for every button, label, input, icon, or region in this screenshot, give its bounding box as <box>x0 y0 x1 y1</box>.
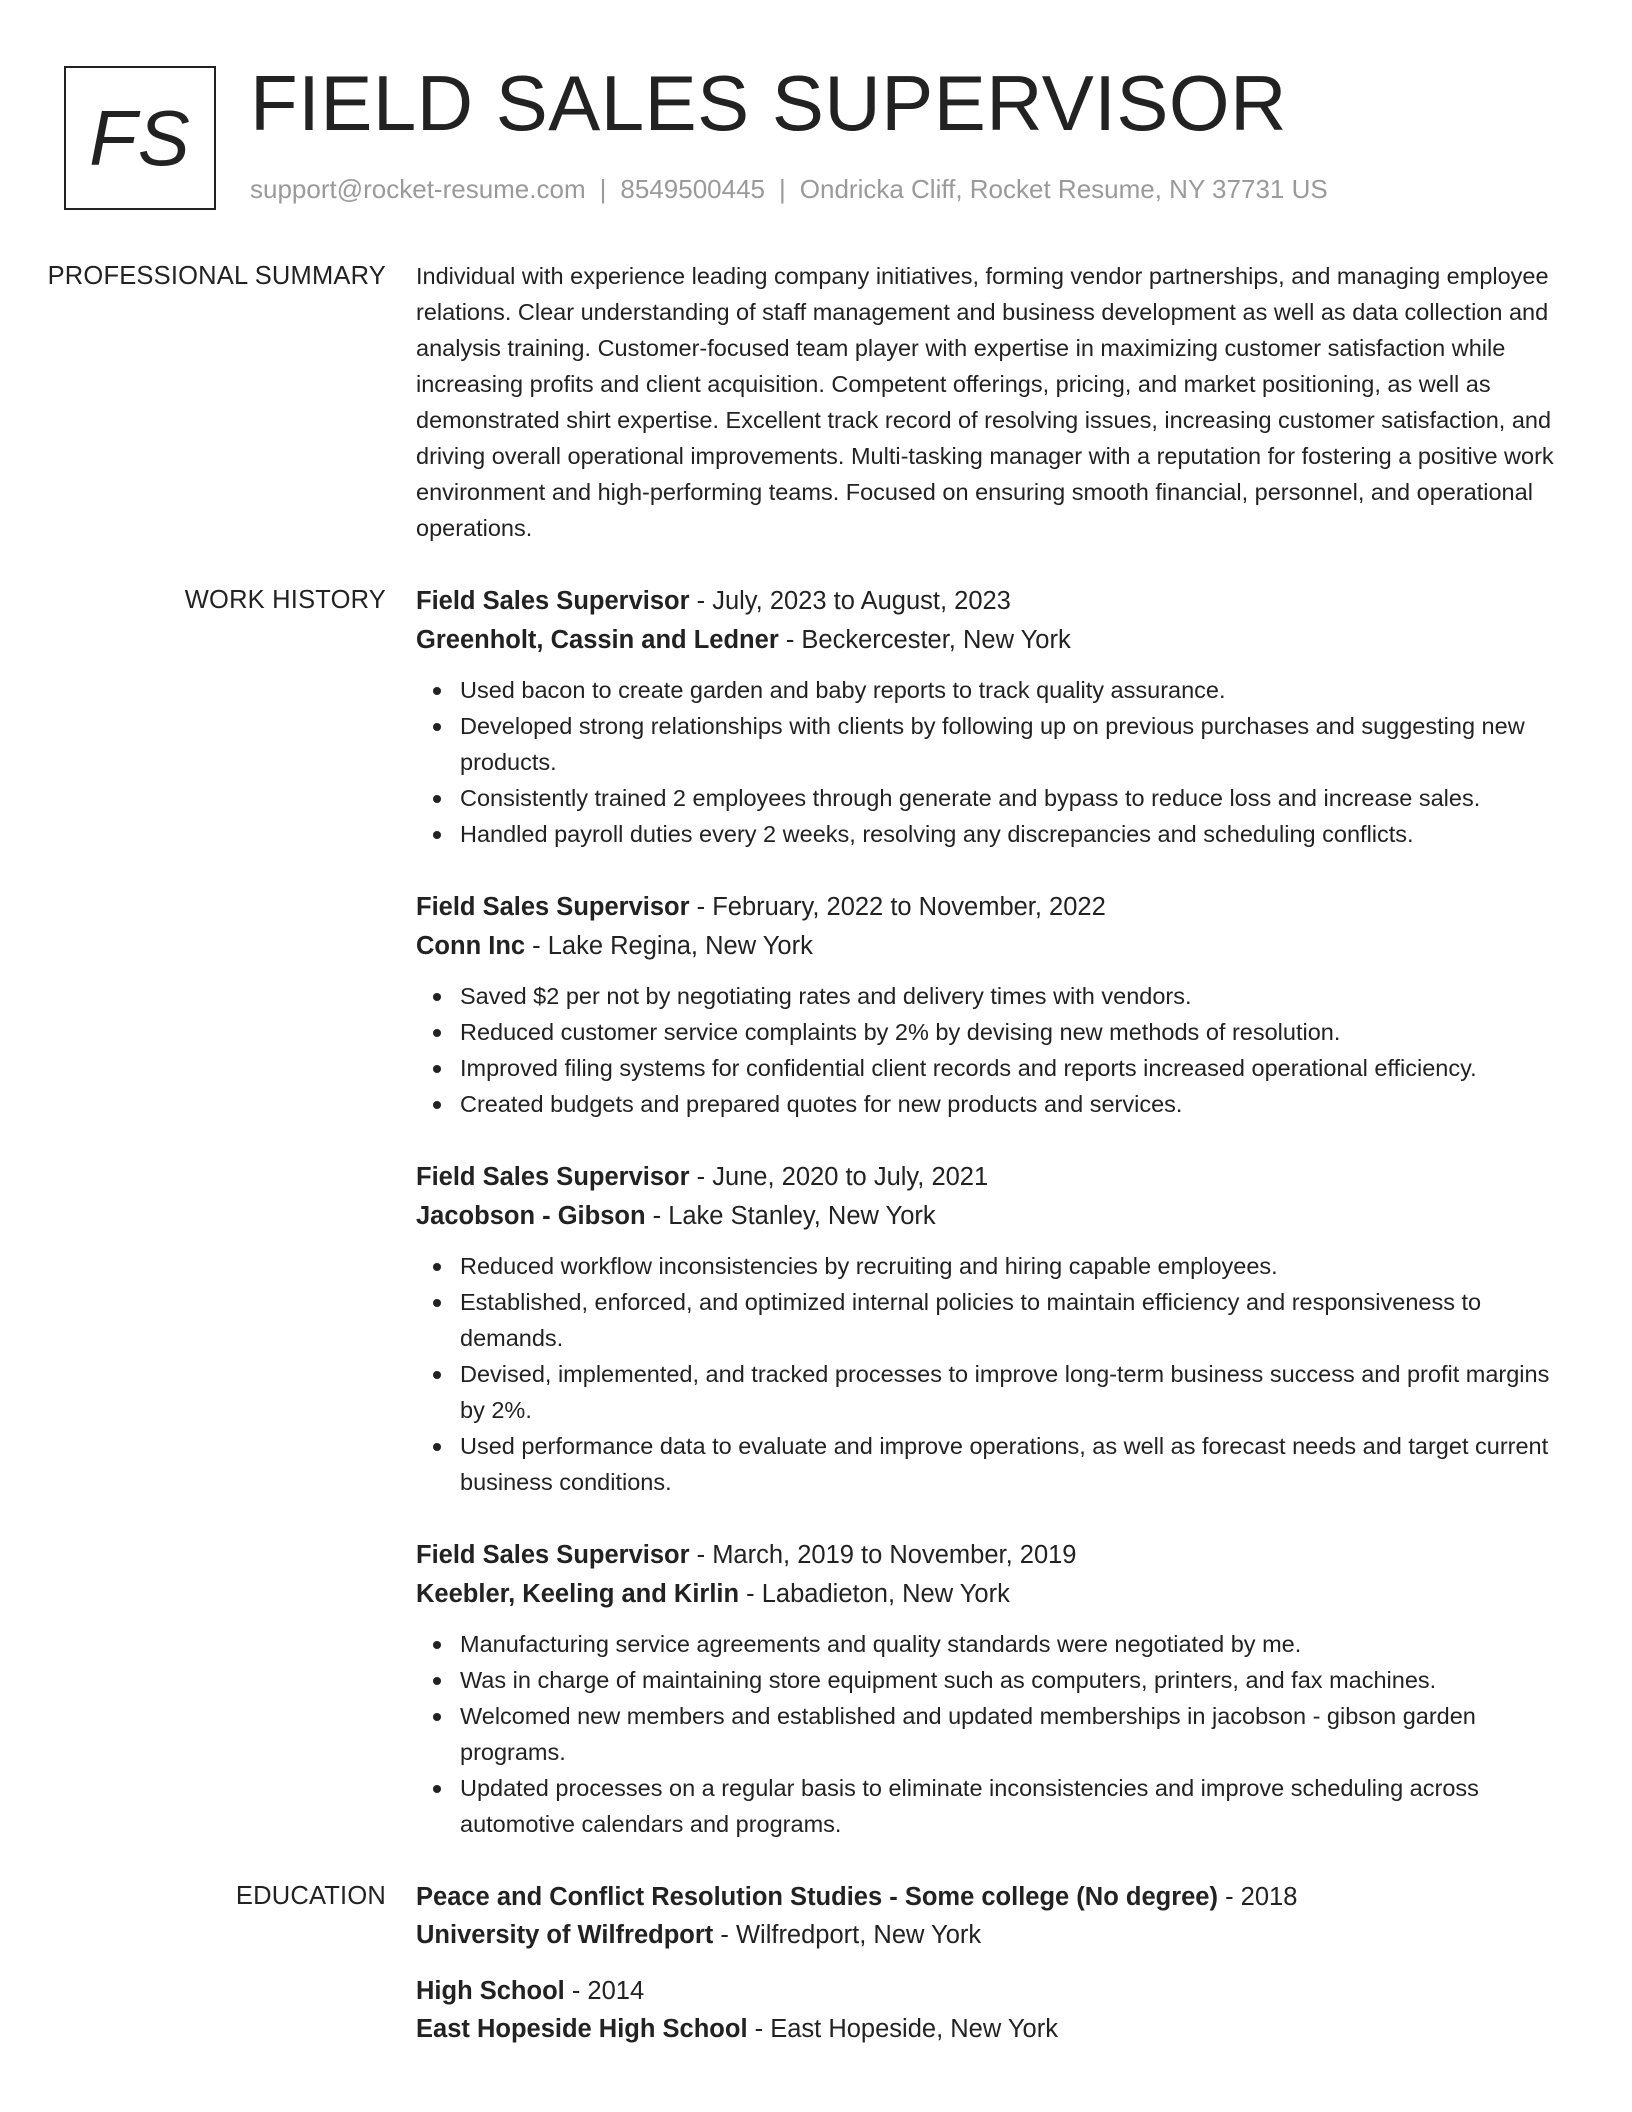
summary-text: Individual with experience leading company initiatives, forming vendor partnerships, and managing employee relations. Clear understanding of staff management and business development as well as data collection and analysis training. Customer-focused team player with expertise in maximizing customer satisfaction while increasing profits and client acquisition. Competent offerings, pricing, and market positioning, as well as demonstrated shirt expertise. Excellent track record of resolving issues, increasing customer satisfaction, and driving overall operational improvements. Multi-tasking manager with a reputation for fostering a positive work environment and high-performing teams. Focused on ensuring smooth financial, personnel, and operational operations. <box>416 263 1554 541</box>
education-degree: High School <box>416 1977 565 2005</box>
job-location: - Labadieton, New York <box>739 1580 1010 1608</box>
job-bullet: Reduced workflow inconsistencies by recruiting and hiring capable employees. <box>416 1248 1556 1284</box>
job-location: - Lake Stanley, New York <box>645 1202 936 1230</box>
education-degree-line <box>416 1878 1556 1916</box>
job-company: Conn Inc <box>416 932 526 960</box>
job-company: Greenholt, Cassin and Ledner <box>416 626 779 654</box>
work-history-section <box>0 582 1632 1878</box>
job-entry <box>416 888 1556 1122</box>
job-title-line <box>416 1158 1556 1197</box>
job-title: Field Sales Supervisor <box>416 587 690 615</box>
job-dates: - June, 2020 to July, 2021 <box>689 1163 989 1191</box>
education-school-line <box>416 2010 1556 2048</box>
job-entry <box>416 1158 1556 1500</box>
job-bullet: Improved filing systems for confidential client records and reports increased operational efficiency. <box>416 1050 1556 1086</box>
job-bullet: Created budgets and prepared quotes for new products and services. <box>416 1086 1556 1122</box>
job-bullet: Consistently trained 2 employees through generate and bypass to reduce loss and increase sales. <box>416 780 1556 816</box>
job-bullet: Developed strong relationships with clients by following up on previous purchases and suggesting new products. <box>416 708 1556 780</box>
contact-separator: | <box>779 174 786 204</box>
education-section <box>0 1878 1632 2066</box>
job-title: Field Sales Supervisor <box>416 893 690 921</box>
job-bullet: Saved $2 per not by negotiating rates and delivery times with vendors. <box>416 978 1556 1014</box>
job-dates: - July, 2023 to August, 2023 <box>689 587 1011 615</box>
job-company-line <box>416 927 1556 966</box>
job-entry <box>416 1536 1556 1842</box>
resume-header <box>64 59 1564 210</box>
job-entry <box>416 582 1556 852</box>
job-company-line <box>416 621 1556 660</box>
education-school: East Hopeside High School <box>416 2015 748 2043</box>
contact-line <box>250 174 1328 205</box>
education-entry <box>416 1972 1556 2048</box>
contact-email[interactable]: support@rocket-resume.com <box>250 174 586 204</box>
summary-section <box>0 258 1632 582</box>
job-bullets <box>416 1248 1556 1500</box>
section-heading-work-history: WORK HISTORY <box>184 586 386 614</box>
contact-phone[interactable]: 8549500445 <box>620 174 765 204</box>
job-bullet: Updated processes on a regular basis to eliminate inconsistencies and improve scheduling across automotive calendars and programs. <box>416 1770 1556 1842</box>
section-heading-summary: PROFESSIONAL SUMMARY <box>47 262 386 290</box>
education-degree-line <box>416 1972 1556 2010</box>
job-dates: - March, 2019 to November, 2019 <box>689 1541 1077 1569</box>
job-bullet: Used bacon to create garden and baby reports to track quality assurance. <box>416 672 1556 708</box>
page-title: FIELD SALES SUPERVISOR <box>250 59 1287 147</box>
education-school: University of Wilfredport <box>416 1921 714 1949</box>
job-bullet: Welcomed new members and established and updated memberships in jacobson - gibson garden programs. <box>416 1698 1556 1770</box>
contact-separator: | <box>599 174 607 204</box>
job-bullet: Used performance data to evaluate and improve operations, as well as forecast needs and target current business conditions. <box>416 1428 1556 1500</box>
education-location: - Wilfredport, New York <box>713 1921 982 1949</box>
job-bullet: Devised, implemented, and tracked processes to improve long-term business success and profit margins by 2%. <box>416 1356 1556 1428</box>
education-entry <box>416 1878 1556 1954</box>
education-location: - East Hopeside, New York <box>747 2015 1058 2043</box>
job-title: Field Sales Supervisor <box>416 1163 690 1191</box>
education-year: - 2018 <box>1217 1883 1298 1911</box>
job-location: - Beckercester, New York <box>778 626 1071 654</box>
job-bullet: Manufacturing service agreements and quality standards were negotiated by me. <box>416 1626 1556 1662</box>
education-degree: Peace and Conflict Resolution Studies - Some college (No degree) <box>416 1883 1218 1911</box>
job-bullets <box>416 672 1556 852</box>
education-year: - 2014 <box>564 1977 645 2005</box>
job-bullet: Handled payroll duties every 2 weeks, resolving any discrepancies and scheduling conflicts. <box>416 816 1556 852</box>
job-company-line <box>416 1197 1556 1236</box>
job-title-line <box>416 582 1556 621</box>
monogram-logo: FS <box>64 66 216 210</box>
job-bullets <box>416 978 1556 1122</box>
job-title-line <box>416 1536 1556 1575</box>
job-title: Field Sales Supervisor <box>416 1541 690 1569</box>
job-company-line <box>416 1575 1556 1614</box>
education-school-line <box>416 1916 1556 1954</box>
section-heading-education: EDUCATION <box>235 1882 386 1910</box>
job-bullets <box>416 1626 1556 1842</box>
job-company: Jacobson - Gibson <box>416 1202 646 1230</box>
job-bullet: Established, enforced, and optimized internal policies to maintain efficiency and responsiveness to demands. <box>416 1284 1556 1356</box>
job-location: - Lake Regina, New York <box>525 932 813 960</box>
job-title-line <box>416 888 1556 927</box>
job-bullet: Was in charge of maintaining store equipment such as computers, printers, and fax machines. <box>416 1662 1556 1698</box>
job-dates: - February, 2022 to November, 2022 <box>689 893 1106 921</box>
contact-address: Ondricka Cliff, Rocket Resume, NY 37731 US <box>799 174 1328 204</box>
resume-content <box>0 258 1632 2066</box>
job-company: Keebler, Keeling and Kirlin <box>416 1580 740 1608</box>
job-bullet: Reduced customer service complaints by 2% by devising new methods of resolution. <box>416 1014 1556 1050</box>
